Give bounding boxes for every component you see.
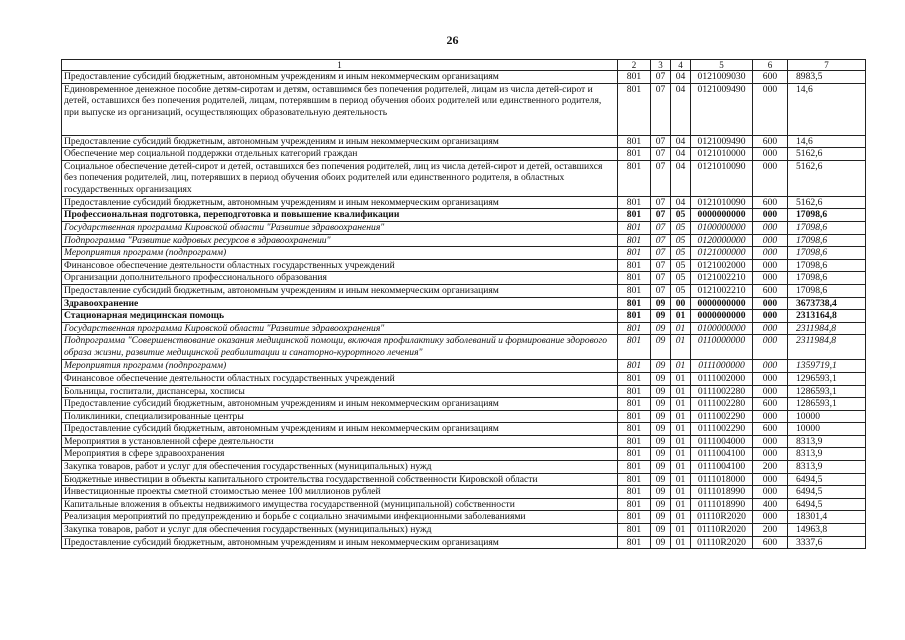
target-article-cell: 0111004000 [691,435,753,448]
column-header: 1 [62,60,618,71]
ministry-code-cell: 801 [618,310,651,323]
ministry-code-cell: 801 [618,259,651,272]
amount-cell: 5162,6 [788,148,866,161]
subsection-code-cell: 04 [671,71,691,84]
subsection-code-cell: 05 [671,284,691,297]
target-article-cell: 0121010090 [691,196,753,209]
subsection-code-cell: 01 [671,435,691,448]
expense-type-cell: 000 [753,297,788,310]
section-code-cell: 09 [651,335,671,360]
amount-cell: 5162,6 [788,196,866,209]
column-header: 5 [691,60,753,71]
subsection-code-cell: 01 [671,536,691,549]
section-code-cell: 07 [651,83,671,135]
target-article-cell: 0111000000 [691,360,753,373]
row-name-cell: Мероприятия в установленной сфере деятельности [62,435,618,448]
target-article-cell: 0121009030 [691,71,753,84]
table-row [62,385,866,398]
amount-cell: 8983,5 [788,71,866,84]
row-name-cell: Здравоохранение [62,297,618,310]
subsection-code-cell: 01 [671,310,691,323]
target-article-cell: 0121009490 [691,83,753,135]
table-row [62,410,866,423]
amount-cell: 14,6 [788,83,866,135]
table-row [62,511,866,524]
ministry-code-cell: 801 [618,209,651,222]
row-name-cell: Мероприятия программ (подпрограмм) [62,360,618,373]
amount-cell: 2311984,8 [788,322,866,335]
column-header: 4 [671,60,691,71]
expense-type-cell: 000 [753,435,788,448]
expense-type-cell: 000 [753,209,788,222]
expense-type-cell: 000 [753,473,788,486]
target-article-cell: 0121000000 [691,247,753,260]
ministry-code-cell: 801 [618,160,651,196]
table-row [62,247,866,260]
subsection-code-cell: 05 [671,259,691,272]
row-name-cell: Мероприятия в сфере здравоохранения [62,448,618,461]
table-row [62,160,866,196]
amount-cell: 8313,9 [788,448,866,461]
table-row [62,461,866,474]
amount-cell: 1296593,1 [788,372,866,385]
ministry-code-cell: 801 [618,385,651,398]
section-code-cell: 09 [651,423,671,436]
table-row [62,536,866,549]
target-article-cell: 0121010090 [691,160,753,196]
ministry-code-cell: 801 [618,524,651,537]
table-row [62,209,866,222]
row-name-cell: Государственная программа Кировской области "Развитие здравоохранения" [62,322,618,335]
row-name-cell: Предоставление субсидий бюджетным, автономным учреждениям и иным некоммерческим организациям [62,71,618,84]
expense-type-cell: 000 [753,322,788,335]
ministry-code-cell: 801 [618,135,651,148]
section-code-cell: 09 [651,448,671,461]
section-code-cell: 09 [651,385,671,398]
row-name-cell: Предоставление субсидий бюджетным, автономным учреждениям и иным некоммерческим организациям [62,196,618,209]
subsection-code-cell: 01 [671,461,691,474]
expense-type-cell: 000 [753,272,788,285]
amount-cell: 6494,5 [788,473,866,486]
target-article-cell: 0000000000 [691,297,753,310]
section-code-cell: 09 [651,486,671,499]
row-name-cell: Профессиональная подготовка, переподготовка и повышение квалификации [62,209,618,222]
expense-type-cell: 000 [753,148,788,161]
column-header: 6 [753,60,788,71]
amount-cell: 3337,6 [788,536,866,549]
row-name-cell: Предоставление субсидий бюджетным, автономным учреждениям и иным некоммерческим организациям [62,135,618,148]
table-row [62,234,866,247]
row-name-cell: Капитальные вложения в объекты недвижимого имущества государственной (муниципальной) собственности [62,498,618,511]
ministry-code-cell: 801 [618,360,651,373]
amount-cell: 6494,5 [788,498,866,511]
subsection-code-cell: 01 [671,423,691,436]
expense-type-cell: 000 [753,83,788,135]
ministry-code-cell: 801 [618,335,651,360]
section-code-cell: 07 [651,209,671,222]
table-row [62,83,866,135]
row-name-cell: Закупка товаров, работ и услуг для обеспечения государственных (муниципальных) нужд [62,461,618,474]
subsection-code-cell: 01 [671,322,691,335]
table-row [62,310,866,323]
ministry-code-cell: 801 [618,322,651,335]
expense-type-cell: 000 [753,385,788,398]
row-name-cell: Поликлиники, специализированные центры [62,410,618,423]
section-code-cell: 09 [651,297,671,310]
ministry-code-cell: 801 [618,272,651,285]
amount-cell: 6494,5 [788,486,866,499]
amount-cell: 14,6 [788,135,866,148]
expense-type-cell: 000 [753,335,788,360]
amount-cell: 2311984,8 [788,335,866,360]
section-code-cell: 09 [651,398,671,411]
subsection-code-cell: 05 [671,221,691,234]
ministry-code-cell: 801 [618,498,651,511]
table-row [62,148,866,161]
expense-type-cell: 600 [753,71,788,84]
expense-type-cell: 200 [753,461,788,474]
table-row [62,71,866,84]
expense-type-cell: 000 [753,234,788,247]
amount-cell: 1286593,1 [788,398,866,411]
row-name-cell: Организации дополнительного профессионального образования [62,272,618,285]
section-code-cell: 07 [651,196,671,209]
ministry-code-cell: 801 [618,148,651,161]
target-article-cell: 0100000000 [691,221,753,234]
subsection-code-cell: 04 [671,160,691,196]
row-name-cell: Единовременное денежное пособие детям-сиротам и детям, оставшимся без попечения родителей, лицам из числа детей-сирот и детей, оставшихся без попечения родителей, лицам, потерявшим в период обучения обоих родителей или единственного родителя, при выпуске из организаций, осуществляющих образовательную деятельность [62,83,618,135]
subsection-code-cell: 04 [671,148,691,161]
amount-cell: 5162,6 [788,160,866,196]
amount-cell: 8313,9 [788,461,866,474]
target-article-cell: 0100000000 [691,322,753,335]
section-code-cell: 09 [651,498,671,511]
ministry-code-cell: 801 [618,234,651,247]
ministry-code-cell: 801 [618,410,651,423]
table-row [62,196,866,209]
target-article-cell: 0111018000 [691,473,753,486]
row-name-cell: Предоставление субсидий бюджетным, автономным учреждениям и иным некоммерческим организациям [62,398,618,411]
table-row [62,322,866,335]
expense-type-cell: 600 [753,196,788,209]
table-row [62,221,866,234]
target-article-cell: 0121009490 [691,135,753,148]
ministry-code-cell: 801 [618,196,651,209]
expense-type-cell: 000 [753,221,788,234]
section-code-cell: 09 [651,524,671,537]
row-name-cell: Финансовое обеспечение деятельности областных государственных учреждений [62,259,618,272]
amount-cell: 17098,6 [788,234,866,247]
target-article-cell: 0111002290 [691,410,753,423]
table-row [62,284,866,297]
section-code-cell: 07 [651,259,671,272]
target-article-cell: 0111018990 [691,498,753,511]
target-article-cell: 0111004100 [691,448,753,461]
target-article-cell: 0000000000 [691,310,753,323]
ministry-code-cell: 801 [618,398,651,411]
target-article-cell: 0111002280 [691,398,753,411]
row-name-cell: Социальное обеспечение детей-сирот и детей, оставшихся без попечения родителей, лиц из числа детей-сирот и детей, оставшихся без попечения родителей, лиц, потерявших в период обучения обоих родителей или единственного родителя, в областных государственных организациях [62,160,618,196]
ministry-code-cell: 801 [618,372,651,385]
target-article-cell: 0121002000 [691,259,753,272]
row-name-cell: Подпрограмма "Развитие кадровых ресурсов в здравоохранении" [62,234,618,247]
table-row [62,259,866,272]
row-name-cell: Бюджетные инвестиции в объекты капитального строительства государственной собственности Кировской области [62,473,618,486]
table-row [62,498,866,511]
expense-type-cell: 000 [753,486,788,499]
expense-type-cell: 000 [753,247,788,260]
table-row [62,272,866,285]
section-code-cell: 07 [651,71,671,84]
amount-cell: 14963,8 [788,524,866,537]
amount-cell: 17098,6 [788,209,866,222]
expense-type-cell: 600 [753,284,788,297]
target-article-cell: 01110R2020 [691,524,753,537]
target-article-cell: 0120000000 [691,234,753,247]
section-code-cell: 09 [651,322,671,335]
expense-type-cell: 000 [753,310,788,323]
target-article-cell: 0110000000 [691,335,753,360]
row-name-cell: Обеспечение мер социальной поддержки отдельных категорий граждан [62,148,618,161]
amount-cell: 18301,4 [788,511,866,524]
section-code-cell: 07 [651,284,671,297]
ministry-code-cell: 801 [618,247,651,260]
subsection-code-cell: 01 [671,473,691,486]
section-code-cell: 09 [651,360,671,373]
column-header: 2 [618,60,651,71]
section-code-cell: 09 [651,473,671,486]
row-name-cell: Предоставление субсидий бюджетным, автономным учреждениям и иным некоммерческим организациям [62,423,618,436]
target-article-cell: 0111002290 [691,423,753,436]
subsection-code-cell: 05 [671,209,691,222]
table-row [62,398,866,411]
table-row [62,297,866,310]
expense-type-cell: 000 [753,511,788,524]
row-name-cell: Предоставление субсидий бюджетным, автономным учреждениям и иным некоммерческим организациям [62,284,618,297]
section-code-cell: 09 [651,410,671,423]
amount-cell: 1286593,1 [788,385,866,398]
subsection-code-cell: 01 [671,398,691,411]
subsection-code-cell: 04 [671,135,691,148]
table-row [62,486,866,499]
table-row [62,360,866,373]
section-code-cell: 07 [651,247,671,260]
subsection-code-cell: 00 [671,297,691,310]
section-code-cell: 07 [651,148,671,161]
row-name-cell: Финансовое обеспечение деятельности областных государственных учреждений [62,372,618,385]
expense-type-cell: 600 [753,135,788,148]
ministry-code-cell: 801 [618,511,651,524]
target-article-cell: 0121002210 [691,284,753,297]
page-number: 26 [446,33,459,47]
target-article-cell: 0111018990 [691,486,753,499]
expense-type-cell: 000 [753,259,788,272]
subsection-code-cell: 04 [671,196,691,209]
table-row [62,423,866,436]
amount-cell: 17098,6 [788,221,866,234]
target-article-cell: 0111004100 [691,461,753,474]
expense-type-cell: 000 [753,448,788,461]
expense-type-cell: 000 [753,360,788,373]
table-row [62,135,866,148]
amount-cell: 17098,6 [788,284,866,297]
ministry-code-cell: 801 [618,221,651,234]
subsection-code-cell: 04 [671,83,691,135]
ministry-code-cell: 801 [618,461,651,474]
section-code-cell: 07 [651,272,671,285]
subsection-code-cell: 05 [671,234,691,247]
subsection-code-cell: 05 [671,247,691,260]
column-header: 7 [788,60,866,71]
section-code-cell: 07 [651,135,671,148]
ministry-code-cell: 801 [618,473,651,486]
table-row [62,448,866,461]
expense-type-cell: 600 [753,536,788,549]
budget-table [61,59,866,549]
row-name-cell: Реализация мероприятий по предупреждению и борьбе с социально значимыми инфекционными заболеваниями [62,511,618,524]
row-name-cell: Мероприятия программ (подпрограмм) [62,247,618,260]
section-code-cell: 07 [651,160,671,196]
amount-cell: 3673738,4 [788,297,866,310]
target-article-cell: 0111002000 [691,372,753,385]
amount-cell: 10000 [788,423,866,436]
target-article-cell: 01110R2020 [691,536,753,549]
section-code-cell: 09 [651,372,671,385]
ministry-code-cell: 801 [618,71,651,84]
ministry-code-cell: 801 [618,284,651,297]
target-article-cell: 0111002280 [691,385,753,398]
ministry-code-cell: 801 [618,448,651,461]
target-article-cell: 01110R2020 [691,511,753,524]
expense-type-cell: 600 [753,423,788,436]
subsection-code-cell: 01 [671,335,691,360]
row-name-cell: Инвестиционные проекты сметной стоимостью менее 100 миллионов рублей [62,486,618,499]
expense-type-cell: 000 [753,372,788,385]
table-row [62,473,866,486]
table-row [62,372,866,385]
subsection-code-cell: 01 [671,448,691,461]
section-code-cell: 09 [651,511,671,524]
table-row [62,435,866,448]
amount-cell: 1359719,1 [788,360,866,373]
subsection-code-cell: 05 [671,272,691,285]
row-name-cell: Подпрограмма "Совершенствование оказания медицинской помощи, включая профилактику заболеваний и формирование здорового образа жизни, развитие медицинской реабилитации и санаторно-курортного лечения" [62,335,618,360]
subsection-code-cell: 01 [671,360,691,373]
amount-cell: 17098,6 [788,247,866,260]
subsection-code-cell: 01 [671,498,691,511]
section-code-cell: 07 [651,234,671,247]
ministry-code-cell: 801 [618,297,651,310]
row-name-cell: Предоставление субсидий бюджетным, автономным учреждениям и иным некоммерческим организациям [62,536,618,549]
ministry-code-cell: 801 [618,83,651,135]
subsection-code-cell: 01 [671,385,691,398]
row-name-cell: Закупка товаров, работ и услуг для обеспечения государственных (муниципальных) нужд [62,524,618,537]
section-code-cell: 09 [651,435,671,448]
expense-type-cell: 000 [753,160,788,196]
subsection-code-cell: 01 [671,372,691,385]
section-code-cell: 07 [651,221,671,234]
row-name-cell: Больницы, госпитали, диспансеры, хосписы [62,385,618,398]
ministry-code-cell: 801 [618,486,651,499]
amount-cell: 17098,6 [788,259,866,272]
ministry-code-cell: 801 [618,423,651,436]
subsection-code-cell: 01 [671,511,691,524]
ministry-code-cell: 801 [618,435,651,448]
amount-cell: 8313,9 [788,435,866,448]
amount-cell: 2313164,8 [788,310,866,323]
amount-cell: 10000 [788,410,866,423]
table-row [62,524,866,537]
section-code-cell: 09 [651,310,671,323]
target-article-cell: 0000000000 [691,209,753,222]
expense-type-cell: 000 [753,410,788,423]
row-name-cell: Государственная программа Кировской области "Развитие здравоохранения" [62,221,618,234]
subsection-code-cell: 01 [671,410,691,423]
row-name-cell: Стационарная медицинская помощь [62,310,618,323]
subsection-code-cell: 01 [671,524,691,537]
amount-cell: 17098,6 [788,272,866,285]
section-code-cell: 09 [651,461,671,474]
target-article-cell: 0121010000 [691,148,753,161]
expense-type-cell: 600 [753,398,788,411]
section-code-cell: 09 [651,536,671,549]
expense-type-cell: 200 [753,524,788,537]
table-row [62,335,866,360]
expense-type-cell: 400 [753,498,788,511]
target-article-cell: 0121002210 [691,272,753,285]
subsection-code-cell: 01 [671,486,691,499]
ministry-code-cell: 801 [618,536,651,549]
column-header: 3 [651,60,671,71]
header-row [62,60,866,71]
